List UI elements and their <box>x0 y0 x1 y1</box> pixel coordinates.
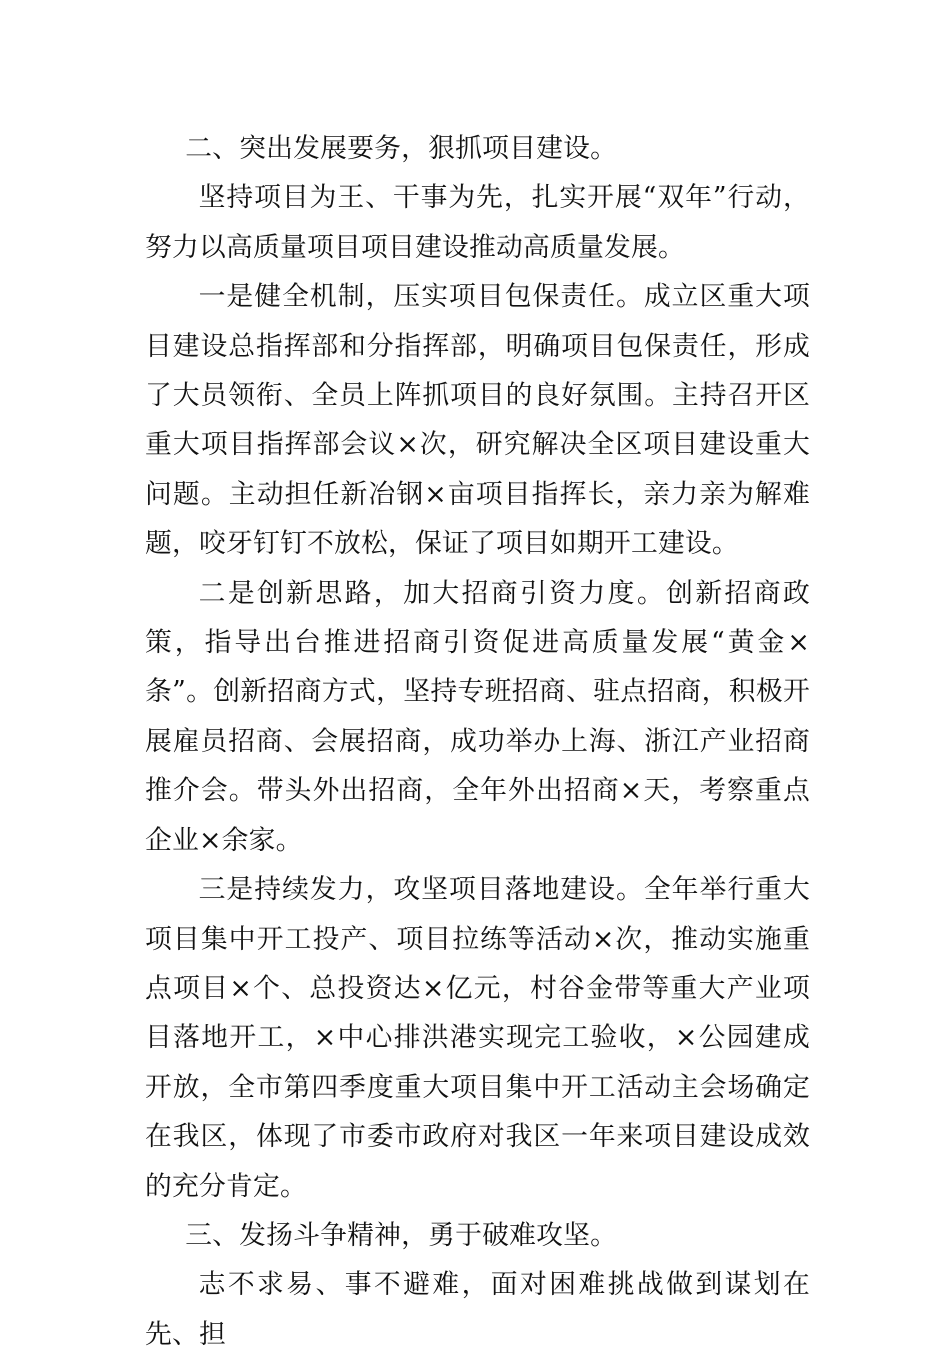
section-heading: 二、突出发展要务，狠抓项目建设。 <box>185 133 618 164</box>
paragraph: 一是健全机制，压实项目包保责任。成立区重大项目建设总指挥部和分指挥部，明确项目包保责任，形成了大员领衔、全员上阵抓项目的良好氛围。主持召开区重大项目指挥部会议×次，研究解决全区项目建设重大问题。主动担任新冶钢×亩项目指挥长，亲力亲为解难题，咬牙钉钉不放松，保证了项目如期开工建设。 <box>145 281 810 560</box>
paragraph: 三是持续发力，攻坚项目落地建设。全年举行重大项目集中开工投产、项目拉练等活动×次，推动实施重点项目×个、总投资达×亿元，村谷金带等重大产业项目落地开工，×中心排洪港实现完工验收，×公园建成开放，全市第四季度重大项目集中开工活动主会场确定在我区，体现了市委市政府对我区一年来项目建设成效的充分肯定。 <box>145 874 810 1202</box>
section-heading: 三、发扬斗争精神，勇于破难攻坚。 <box>185 1219 618 1251</box>
paragraph: 二是创新思路，加大招商引资力度。创新招商政策，指导出台推进招商引资促进高质量发展“黄金×条”。创新招商方式，坚持专班招商、驻点招商，积极开展雇员招商、会展招商，成功举办上海、浙江产业招商推介会。带头外出招商，全年外出招商×天，考察重点企业×余家。 <box>145 577 810 856</box>
paragraph: 坚持项目为王、干事为先，扎实开展“双年”行动，努力以高质量项目项目建设推动高质量发展。 <box>145 182 810 263</box>
paragraph: 志不求易、事不避难，面对困难挑战做到谋划在先、担 <box>145 1269 810 1350</box>
document-body <box>145 124 810 1359</box>
